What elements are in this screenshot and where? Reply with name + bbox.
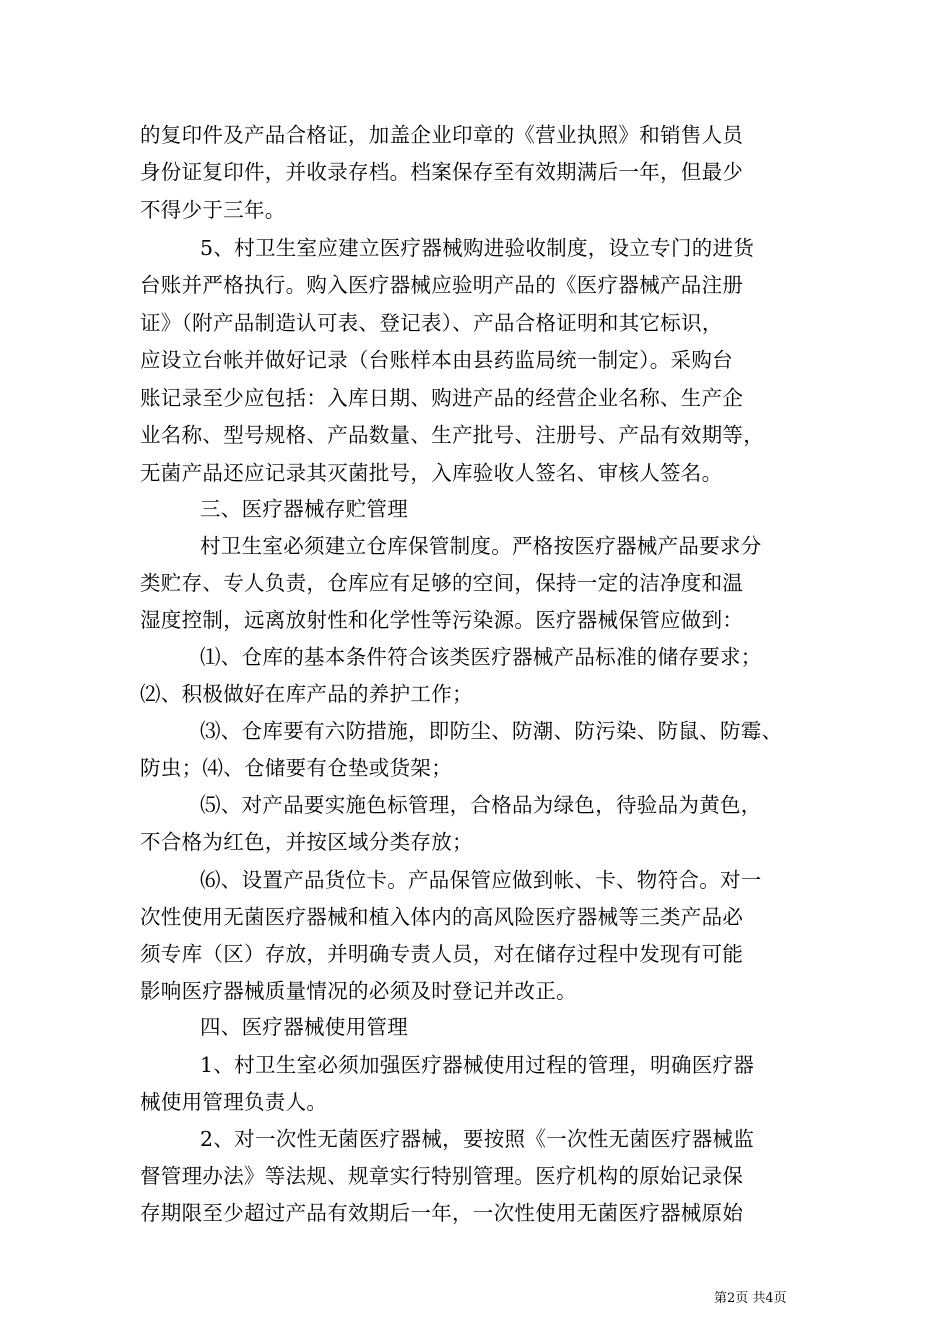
text-line: 须专库（区）存放，并明确专责人员，对在储存过程中发现有可能 bbox=[140, 942, 744, 966]
text-line: 影响医疗器械质量情况的必须及时登记并改正。 bbox=[140, 979, 577, 1003]
section-heading: 四、医疗器械使用管理 bbox=[200, 1015, 408, 1039]
text-line: 湿度控制，远离放射性和化学性等污染源。医疗器械保管应做到： bbox=[140, 608, 744, 632]
text-line: 的复印件及产品合格证，加盖企业印章的《营业执照》和销售人员 bbox=[140, 123, 744, 147]
text-line: 村卫生室必须建立仓库保管制度。严格按医疗器械产品要求分 bbox=[200, 534, 762, 558]
text-line: 5、村卫生室应建立医疗器械购进验收制度，设立专门的进货 bbox=[200, 236, 755, 260]
text-line: 无菌产品还应记录其灭菌批号，入库验收人签名、审核人签名。 bbox=[140, 461, 723, 485]
text-line: 防虫；⑷、仓储要有仓垫或货架； bbox=[140, 756, 452, 780]
text-line: 业名称、型号规格、产品数量、生产批号、注册号、产品有效期等， bbox=[140, 423, 764, 447]
text-line: 账记录至少应包括：入库日期、购进产品的经营企业名称、生产企 bbox=[140, 386, 744, 410]
text-line: 应设立台帐并做好记录（台账样本由县药监局统一制定）。采购台 bbox=[140, 348, 733, 372]
text-line: 次性使用无菌医疗器械和植入体内的高风险医疗器械等三类产品必 bbox=[140, 905, 744, 929]
text-line: ⑴、仓库的基本条件符合该类医疗器械产品标准的储存要求； bbox=[200, 645, 762, 669]
text-line: ⑸、对产品要实施色标管理，合格品为绿色，待验品为黄色， bbox=[200, 793, 762, 817]
text-line: 不得少于三年。 bbox=[140, 198, 286, 222]
text-line: 类贮存、专人负责，仓库应有足够的空间，保持一定的洁净度和温 bbox=[140, 571, 744, 595]
text-line: 2、对一次性无菌医疗器械，要按照《一次性无菌医疗器械监 bbox=[200, 1127, 755, 1151]
page-number-footer: 第2页 共4页 bbox=[714, 1291, 787, 1306]
text-line: 证》（附产品制造认可表、登记表）、产品合格证明和其它标识， bbox=[140, 311, 723, 335]
text-line: 存期限至少超过产品有效期后一年，一次性使用无菌医疗器械原始 bbox=[140, 1201, 744, 1225]
text-line: 1、村卫生室必须加强医疗器械使用过程的管理，明确医疗器 bbox=[200, 1053, 755, 1077]
text-line: ⑹、设置产品货位卡。产品保管应做到帐、卡、物符合。对一 bbox=[200, 868, 762, 892]
text-line: ⑵、积极做好在库产品的养护工作； bbox=[140, 682, 473, 706]
text-line: 不合格为红色，并按区域分类存放； bbox=[140, 830, 473, 854]
text-line: 督管理办法》等法规、规章实行特别管理。医疗机构的原始记录保 bbox=[140, 1164, 744, 1188]
text-line: ⑶、仓库要有六防措施，即防尘、防潮、防污染、防鼠、防霉、 bbox=[200, 719, 783, 743]
text-line: 身份证复印件，并收录存档。档案保存至有效期满后一年，但最少 bbox=[140, 160, 744, 184]
text-line: 械使用管理负责人。 bbox=[140, 1090, 328, 1114]
section-heading: 三、医疗器械存贮管理 bbox=[200, 497, 408, 521]
text-line: 台账并严格执行。购入医疗器械应验明产品的《医疗器械产品注册 bbox=[140, 273, 744, 297]
